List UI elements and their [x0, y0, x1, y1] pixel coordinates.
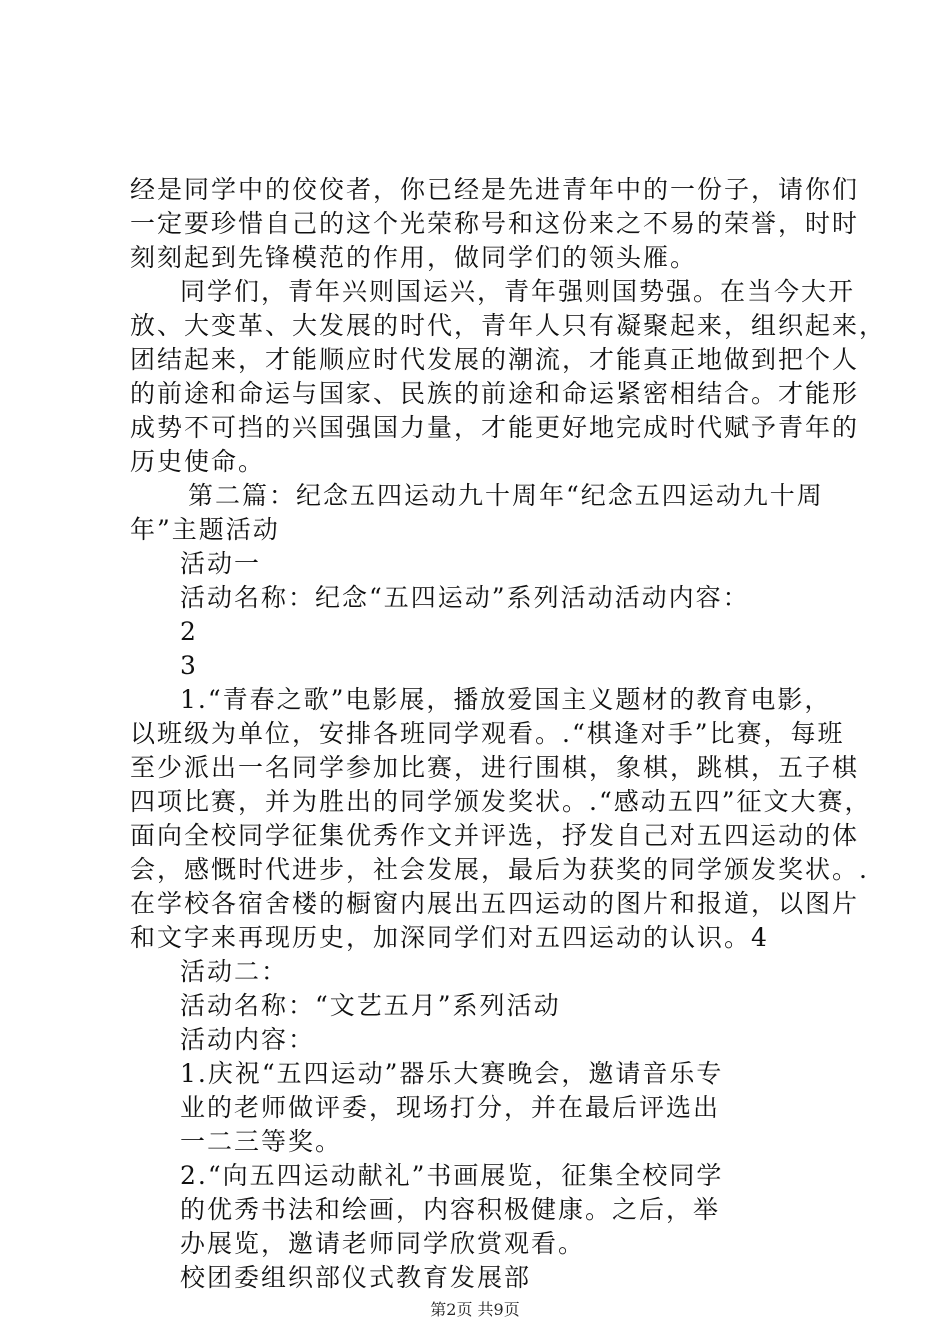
body-line: 团结起来，才能顺应时代发展的潮流，才能真正地做到把个人 — [130, 345, 860, 374]
body-line: 活动二： — [180, 957, 289, 986]
body-line: 1.“青春之歌”电影展，播放爱国主义题材的教育电影， — [180, 685, 832, 714]
section-heading: 第二篇：纪念五四运动九十周年“纪念五四运动九十周 — [188, 481, 824, 510]
body-line: 以班级为单位，安排各班同学观看。.“棋逢对手”比赛，每班 — [130, 719, 845, 748]
body-line: 一二三等奖。 — [180, 1127, 343, 1156]
body-line: 至少派出一名同学参加比赛，进行围棋，象棋，跳棋，五子棋 — [130, 753, 860, 782]
body-line: 放、大变革、大发展的时代，青年人只有凝聚起来，组织起来， — [130, 311, 887, 340]
body-line: 业的老师做评委，现场打分，并在最后评选出 — [180, 1093, 721, 1122]
body-line: 一定要珍惜自己的这个光荣称号和这份来之不易的荣誉，时时 — [130, 209, 860, 238]
body-line: 同学们，青年兴则国运兴，青年强则国势强。在当今大开 — [180, 277, 856, 306]
body-line: 办展览，邀请老师同学欣赏观看。 — [180, 1229, 586, 1258]
body-line: 面向全校同学征集优秀作文并评选，抒发自己对五四运动的体 — [130, 821, 860, 850]
body-line: 2.“向五四运动献礼”书画展览，征集全校同学 — [180, 1161, 724, 1190]
body-line: 活动一 — [180, 549, 262, 578]
body-line: 在学校各宿舍楼的橱窗内展出五四运动的图片和报道，以图片 — [130, 889, 860, 918]
body-line: 和文字来再现历史，加深同学们对五四运动的认识。4 — [130, 923, 769, 952]
body-line: 四项比赛，并为胜出的同学颁发奖状。.“感动五四”征文大赛， — [130, 787, 872, 816]
body-line: 经是同学中的佼佼者，你已经是先进青年中的一份子，请你们 — [130, 175, 860, 204]
body-line: 2 — [180, 617, 198, 646]
body-line: 活动内容： — [180, 1025, 316, 1054]
body-line: 刻刻起到先锋模范的作用，做同学们的领头雁。 — [130, 243, 698, 272]
body-line: 的优秀书法和绘画，内容积极健康。之后，举 — [180, 1195, 721, 1224]
body-line: 成势不可挡的兴国强国力量，才能更好地完成时代赋予青年的 — [130, 413, 860, 442]
body-line: 活动名称：纪念“五四运动”系列活动活动内容： — [180, 583, 750, 612]
body-line: 会，感慨时代进步，社会发展，最后为获奖的同学颁发奖状。. — [130, 855, 869, 884]
body-line: 3 — [180, 651, 198, 680]
body-line: 历史使命。 — [130, 447, 266, 476]
body-line: 的前途和命运与国家、民族的前途和命运紧密相结合。才能形 — [130, 379, 860, 408]
body-line: 1.庆祝“五四运动”器乐大赛晚会，邀请音乐专 — [180, 1059, 724, 1088]
body-line: 校团委组织部仪式教育发展部 — [180, 1263, 532, 1292]
section-heading-cont: 年”主题活动 — [130, 515, 280, 544]
body-line: 活动名称：“文艺五月”系列活动 — [180, 991, 561, 1020]
page-number-footer: 第2页 共9页 — [430, 1300, 520, 1319]
